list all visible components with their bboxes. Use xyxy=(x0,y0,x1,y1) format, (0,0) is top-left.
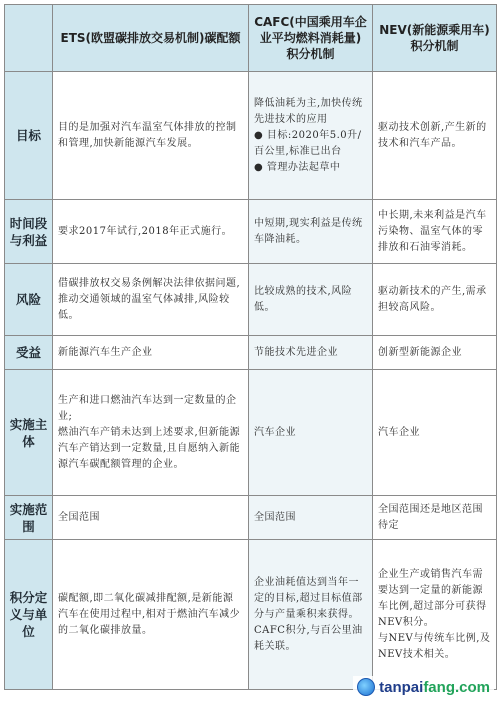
cell-text: 创新型新能源企业 xyxy=(378,346,462,358)
cell-nev xyxy=(373,336,497,370)
site-watermark xyxy=(353,676,494,698)
cell-text: 中长期,未来利益是汽车污染物、温室气体的零排放和石油零消耗。 xyxy=(378,209,487,253)
row-label: 实施范围 xyxy=(5,496,53,540)
cell-nev xyxy=(373,264,497,336)
cell-cafc xyxy=(249,370,373,496)
cell-nev xyxy=(373,72,497,200)
cell-text: 全国范围 xyxy=(58,511,100,523)
cell-text: 全国范围 xyxy=(254,511,296,523)
cell-text: 比较成熟的技术,风险低。 xyxy=(254,285,353,313)
cell-nev xyxy=(373,496,497,540)
cell-cafc xyxy=(249,540,373,690)
cell-text: 中短期,现实利益是传统车降油耗。 xyxy=(254,217,363,245)
cell-text: 驱动新技术的产生,需承担较高风险。 xyxy=(378,285,487,313)
cell-text: 汽车企业 xyxy=(378,426,420,438)
cell-nev xyxy=(373,370,497,496)
cell-nev xyxy=(373,540,497,690)
cell-text: 新能源汽车生产企业 xyxy=(58,346,153,358)
comparison-table xyxy=(4,4,497,690)
cell-text: 企业油耗值达到当年一定的目标,超过目标值部分与产量乘积来获得。 xyxy=(254,576,363,620)
header-nev: NEV(新能源乘用车)积分机制 xyxy=(373,5,497,72)
cell-cafc xyxy=(249,336,373,370)
table-row xyxy=(5,496,497,540)
header-cafc: CAFC(中国乘用车企业平均燃料消耗量)积分机制 xyxy=(249,5,373,72)
header-ets: ETS(欧盟碳排放交易机制)碳配额 xyxy=(53,5,249,72)
table-row xyxy=(5,200,497,264)
cell-ets xyxy=(53,264,249,336)
row-label: 实施主体 xyxy=(5,370,53,496)
header-corner xyxy=(5,5,53,72)
watermark-text: tanpaifang.com xyxy=(379,678,490,696)
cell-cafc xyxy=(249,496,373,540)
cell-text: 生产和进口燃油汽车达到一定数量的企业; xyxy=(58,394,237,422)
cell-ets xyxy=(53,370,249,496)
cell-text: 汽车企业 xyxy=(254,426,296,438)
row-label: 受益 xyxy=(5,336,53,370)
cell-text: CAFC积分,与百公里油耗关联。 xyxy=(254,624,363,652)
row-label: 目标 xyxy=(5,72,53,200)
cell-cafc xyxy=(249,264,373,336)
cell-text: 目的是加强对汽车温室气体排放的控制和管理,加快新能源汽车发展。 xyxy=(58,121,237,149)
cell-ets xyxy=(53,540,249,690)
cell-text: 借碳排放权交易条例解决法律依据问题,推动交通领域的温室气体减排,风险较低。 xyxy=(58,277,241,321)
cell-nev xyxy=(373,200,497,264)
cell-text: ● 目标:2020年5.0升/百公里,标准已出台 xyxy=(254,129,362,157)
cell-ets xyxy=(53,72,249,200)
cell-cafc xyxy=(249,200,373,264)
table-row xyxy=(5,336,497,370)
cell-text: ● 管理办法起草中 xyxy=(254,161,341,173)
cell-ets xyxy=(53,496,249,540)
row-label: 积分定义与单位 xyxy=(5,540,53,690)
globe-icon xyxy=(357,678,375,696)
table-row xyxy=(5,72,497,200)
table-row xyxy=(5,370,497,496)
table-row xyxy=(5,264,497,336)
cell-text: 节能技术先进企业 xyxy=(254,346,338,358)
row-label: 风险 xyxy=(5,264,53,336)
row-label: 时间段与利益 xyxy=(5,200,53,264)
cell-text: 企业生产或销售汽车需要达到一定量的新能源车比例,超过部分可获得NEV积分。 xyxy=(378,568,487,628)
cell-text: 燃油汽车产销未达到上述要求,但新能源汽车产销达到一定数量,且自愿纳入新能源汽车碳配额管理的企业。 xyxy=(58,426,241,470)
cell-text: 降低油耗为主,加快传统先进技术的应用 xyxy=(254,97,363,125)
header-row xyxy=(5,5,497,72)
cell-text: 全国范围还是地区范围待定 xyxy=(378,503,483,531)
cell-text: 与NEV与传统车比例,及NEV技术相关。 xyxy=(378,632,491,660)
cell-text: 驱动技术创新,产生新的技术和汽车产品。 xyxy=(378,121,487,149)
cell-text: 碳配额,即二氧化碳减排配额,是新能源汽车在使用过程中,相对于燃油汽车减少的二氧化碳排放量。 xyxy=(58,592,241,636)
table-row xyxy=(5,540,497,690)
cell-ets xyxy=(53,336,249,370)
cell-cafc xyxy=(249,72,373,200)
cell-ets xyxy=(53,200,249,264)
cell-text: 要求2017年试行,2018年正式施行。 xyxy=(58,225,233,237)
